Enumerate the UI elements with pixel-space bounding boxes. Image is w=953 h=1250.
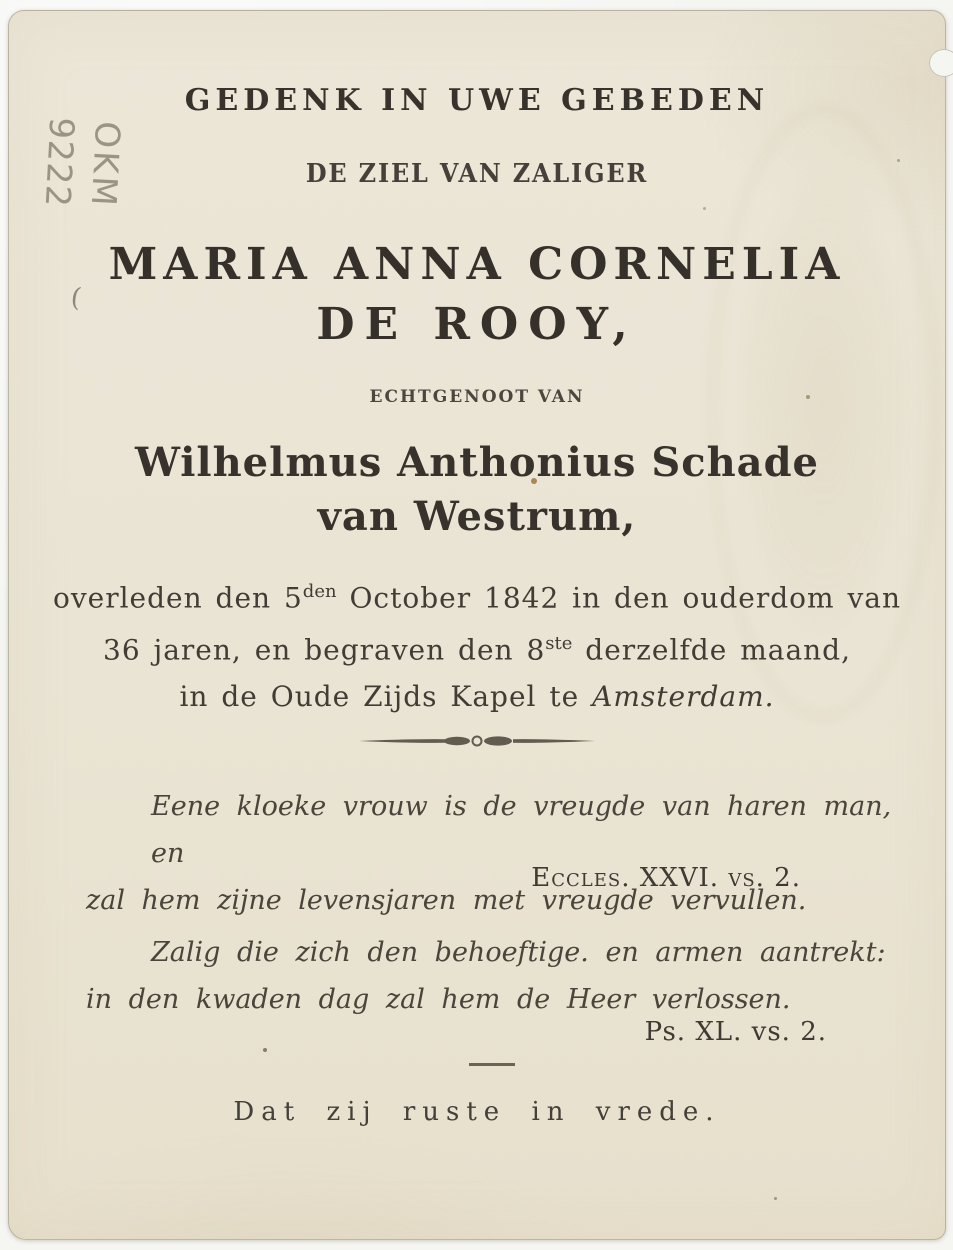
spouse-name-line-2: van Westrum,	[317, 493, 637, 540]
pencil-mark: (	[68, 282, 84, 314]
death-notice	[9, 569, 945, 720]
subheader-line: DE ZIEL VAN ZALIGER	[305, 159, 649, 189]
paper-speck	[774, 1197, 777, 1200]
paper-speck	[263, 1048, 267, 1052]
death-notice-line-1: overleden den $5^{den}$ October 1842 in den ouderdom van	[52, 581, 902, 615]
quote-line: zal hem zijne levensjaren met vreugde vervullen.	[86, 885, 807, 916]
swelled-rule-icon	[357, 734, 597, 748]
deceased-name-line-2: DE ROOY,	[316, 299, 638, 350]
closing-line: Dat zij ruste in vrede.	[233, 1097, 721, 1127]
quote-line: Eene kloeke vrouw is de vreugde van haren man, en	[151, 791, 892, 869]
ordinal-superscript: ste	[545, 633, 573, 655]
quote-line: Zalig die zich den behoeftige. en armen aantrekt:	[151, 937, 886, 968]
death-notice-line-3: in de Oude Zijds Kapel te Amsterdam.	[179, 679, 775, 713]
spouse-name-line-1: Wilhelmus Anthonius Schade	[134, 439, 819, 486]
closing-rule	[469, 1063, 515, 1066]
scripture-reference-1: Eccles. XXVI. vs. 2.	[531, 863, 801, 893]
scripture-quote-1	[86, 783, 916, 924]
edge-chip	[929, 49, 953, 77]
quote-line: in den kwaden dag zal hem de Heer verlossen.	[86, 984, 791, 1015]
relation-label: ECHTGENOOT VAN	[369, 387, 585, 407]
archival-number-line2: 9222	[36, 116, 82, 209]
ordinal-superscript: den	[302, 581, 337, 602]
header-line: GEDENK IN UWE GEBEDEN	[184, 83, 770, 118]
paper-speck	[703, 207, 706, 210]
scripture-quote-2	[86, 929, 916, 1023]
ornament-divider	[9, 733, 945, 752]
archival-number-line1: OKM	[82, 120, 128, 210]
scripture-reference-2: Ps. XL. vs. 2.	[644, 1017, 827, 1047]
death-notice-line-2: 36 jaren, en begraven den 8ste derzelfde maand,	[103, 633, 851, 667]
deceased-name-line-1: MARIA ANNA CORNELIA	[108, 239, 846, 290]
memorial-card	[8, 10, 946, 1240]
place-name: Amsterdam.	[592, 679, 775, 713]
